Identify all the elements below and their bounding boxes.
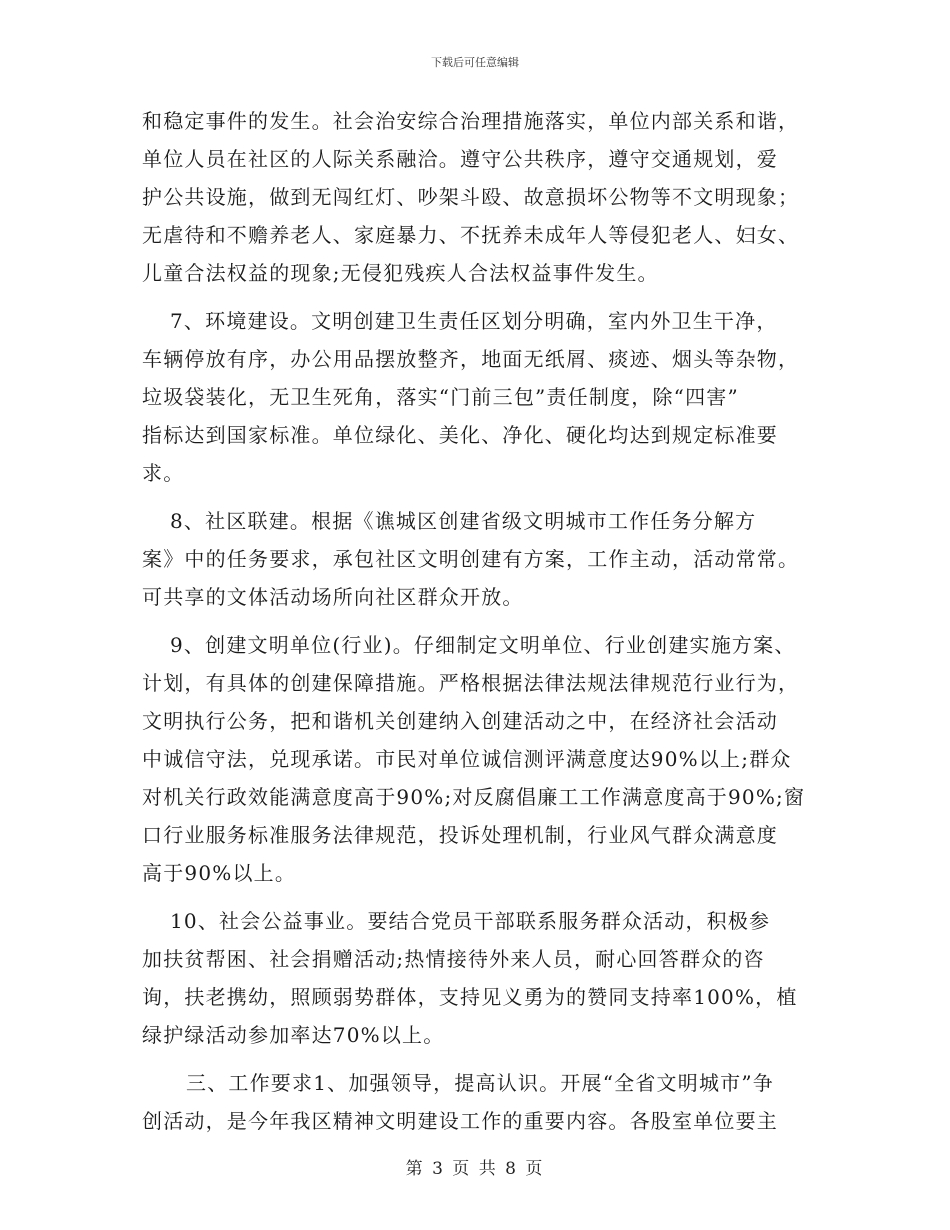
page-number: 第 3 页 共 8 页 xyxy=(405,1159,545,1179)
text-line: 中诚信守法，兑现承诺。市民对单位诚信测评满意度达90%以上;群众 xyxy=(142,747,792,771)
text-line: 儿童合法权益的现象;无侵犯残疾人合法权益事件发生。 xyxy=(142,261,659,285)
paragraph-first-line: 10、社会公益事业。要结合党员干部联系服务群众活动，积极参 xyxy=(170,909,771,933)
text-line: 案》中的任务要求，承包社区文明创建有方案，工作主动，活动常常。 xyxy=(142,547,800,571)
text-line: 无虐待和不赡养老人、家庭暴力、不抚养未成年人等侵犯老人、妇女、 xyxy=(142,223,800,247)
page-header xyxy=(0,54,950,70)
document-body xyxy=(142,102,810,1140)
text-line: 和稳定事件的发生。社会治安综合治理措施落实，单位内部关系和谐， xyxy=(142,109,800,133)
text-line: 加扶贫帮困、社会捐赠活动;热情接待外来人员，耐心回答群众的咨 xyxy=(142,947,765,971)
text-line: 询，扶老携幼，照顾弱势群体，支持见义勇为的赞同支持率100%，植 xyxy=(142,985,798,1009)
page-footer xyxy=(0,1154,950,1179)
text-line: 文明执行公务，把和谐机关创建纳入创建活动之中，在经济社会活动 xyxy=(142,709,778,733)
text-line: 对机关行政效能满意度高于90%;对反腐倡廉工工作满意度高于90%;窗 xyxy=(142,785,806,809)
text-line: 绿护绿活动参加率达70%以上。 xyxy=(142,1023,445,1047)
text-line: 单位人员在社区的人际关系融洽。遵守公共秩序，遵守交通规划，爱 xyxy=(142,147,778,171)
text-line: 可共享的文体活动场所向社区群众开放。 xyxy=(142,585,524,609)
paragraph-first-line: 7、环境建设。文明创建卫生责任区划分明确，室内外卫生干净， xyxy=(170,309,778,333)
paragraph-first-line: 8、社区联建。根据《谯城区创建省级文明城市工作任务分解方 xyxy=(170,509,757,533)
text-line: 垃圾袋装化，无卫生死角，落实“门前三包”责任制度，除“四害” xyxy=(142,385,739,409)
text-line: 指标达到国家标准。单位绿化、美化、净化、硬化均达到规定标准要 xyxy=(142,423,778,447)
paragraph-first-line: 9、创建文明单位(行业)。仔细制定文明单位、行业创建实施方案、 xyxy=(170,633,796,657)
text-line: 车辆停放有序，办公用品摆放整齐，地面无纸屑、痰迹、烟头等杂物， xyxy=(142,347,800,371)
paragraph-first-line: 三、工作要求1、加强领导，提高认识。开展“全省文明城市”争 xyxy=(186,1071,774,1095)
text-line: 计划，有具体的创建保障措施。严格根据法律法规法律规范行业行为， xyxy=(142,671,800,695)
text-line: 创活动，是今年我区精神文明建设工作的重要内容。各股室单位要主 xyxy=(142,1109,778,1133)
text-line: 护公共设施，做到无闯红灯、吵架斗殴、故意损坏公物等不文明现象； xyxy=(142,185,800,209)
text-line: 高于90%以上。 xyxy=(142,861,297,885)
text-line: 求。 xyxy=(142,461,185,485)
text-line: 口行业服务标准服务法律规范，投诉处理机制，行业风气群众满意度 xyxy=(142,823,778,847)
header-note: 下载后可任意编辑 xyxy=(431,56,519,69)
